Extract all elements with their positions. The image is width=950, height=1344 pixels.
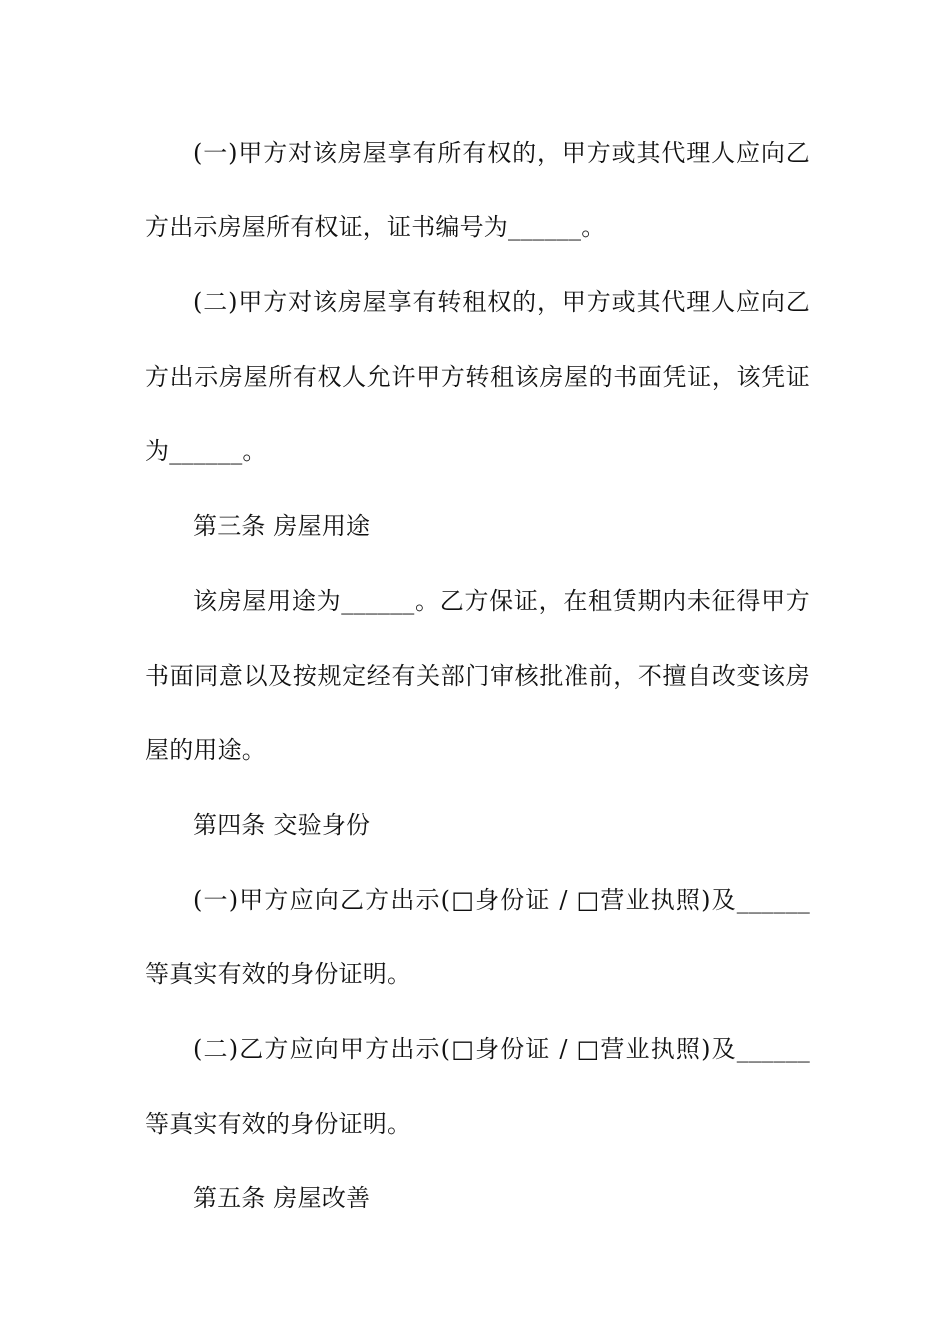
clause-4-item-1-line-1: (一)甲方应向乙方出示(□身份证 / □营业执照)及______	[193, 886, 810, 914]
clause-2-item-2-line-1: (二)甲方对该房屋享有转租权的，甲方或其代理人应向乙	[193, 288, 810, 316]
clause-4-heading: 第四条 交验身份	[193, 811, 371, 839]
clause-4-item-2-line-1: (二)乙方应向甲方出示(□身份证 / □营业执照)及______	[193, 1035, 810, 1063]
clause-4-item-1-line-2: 等真实有效的身份证明。	[145, 960, 412, 988]
clause-5-heading: 第五条 房屋改善	[193, 1184, 371, 1212]
clause-3-body-line-1: 该房屋用途为______。乙方保证，在租赁期内未征得甲方	[193, 587, 810, 615]
clause-2-item-1-line-2: 方出示房屋所有权证，证书编号为______。	[145, 213, 606, 241]
clause-2-item-1-line-1: (一)甲方对该房屋享有所有权的，甲方或其代理人应向乙	[193, 139, 810, 167]
clause-4-item-2-line-2: 等真实有效的身份证明。	[145, 1110, 412, 1138]
clause-2-item-2-line-2: 方出示房屋所有权人允许甲方转租该房屋的书面凭证，该凭证	[145, 363, 810, 391]
clause-2-item-2-line-3: 为______。	[145, 437, 267, 465]
clause-3-body-line-3: 屋的用途。	[145, 736, 266, 764]
clause-3-body-line-2: 书面同意以及按规定经有关部门审核批准前，不擅自改变该房	[145, 662, 810, 690]
clause-3-heading: 第三条 房屋用途	[193, 512, 371, 540]
